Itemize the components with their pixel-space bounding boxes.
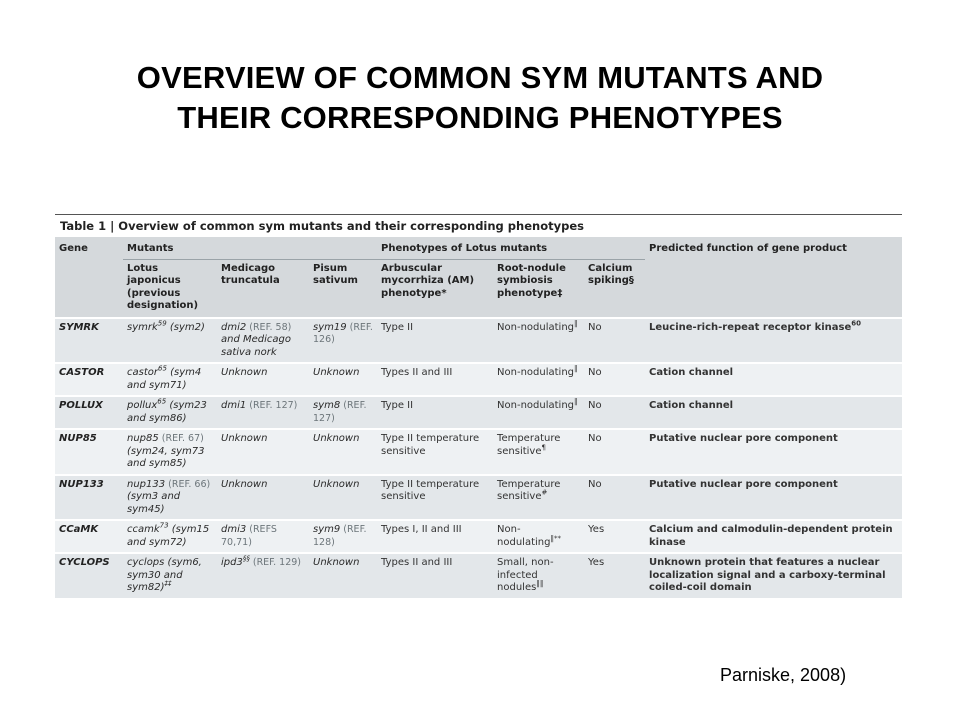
cell-main: castor <box>127 367 158 378</box>
cell-main: Unknown <box>221 478 268 490</box>
lotus-mutant-cell <box>123 429 217 475</box>
header-medicago: Medicago truncatula <box>217 259 309 318</box>
predicted-function-cell <box>645 520 902 553</box>
calcium-spiking-cell: Yes <box>584 553 645 598</box>
cell-main: nup133 <box>127 478 166 490</box>
lotus-mutant-cell <box>123 318 217 364</box>
reference-note: (REF. 126) <box>313 321 373 345</box>
medicago-mutant-cell <box>217 396 309 429</box>
calcium-spiking-cell: No <box>584 318 645 364</box>
table-row <box>55 396 902 429</box>
cell-main: Unknown <box>313 367 360 378</box>
header-gene: Gene <box>55 237 123 318</box>
medicago-mutant-cell <box>217 318 309 364</box>
reference-note: (REF. 127) <box>246 400 298 411</box>
medicago-mutant-cell <box>217 363 309 396</box>
cell-rest: (sym2) <box>166 321 205 333</box>
footnote-mark: 65 <box>157 397 167 406</box>
gene-cell: CYCLOPS <box>55 553 123 598</box>
gene-cell: SYMRK <box>55 318 123 364</box>
header-nodule: Root-nodule symbiosis phenotype‡ <box>493 259 584 318</box>
footnote-mark: 73 <box>159 521 169 530</box>
cell-text: Non-nodulating <box>497 524 551 548</box>
pisum-mutant-cell <box>309 520 377 553</box>
cell-rest: (sym24, sym73 and sym85) <box>127 445 205 469</box>
header-pisum: Pisum sativum <box>309 259 377 318</box>
pisum-mutant-cell <box>309 429 377 475</box>
nodule-phenotype-cell <box>493 318 584 364</box>
cell-main: cyclops <box>127 557 165 568</box>
pisum-mutant-cell <box>309 363 377 396</box>
cell-rest: (sym3 and sym45) <box>127 491 181 515</box>
cell-main: pollux <box>127 400 158 411</box>
table-row <box>55 553 902 598</box>
cell-main: Unknown <box>313 557 360 568</box>
cell-main: Unknown <box>221 433 268 444</box>
pisum-mutant-cell <box>309 318 377 364</box>
medicago-mutant-cell <box>217 520 309 553</box>
table-row <box>55 363 902 396</box>
calcium-spiking-cell: No <box>584 429 645 475</box>
reference-note: (REF. 129) <box>249 557 301 568</box>
header-lotus: Lotus japonicus (previous designation) <box>123 259 217 318</box>
cell-main: Unknown <box>313 478 360 490</box>
header-function: Predicted function of gene product <box>645 237 902 318</box>
predicted-function-cell <box>645 429 902 475</box>
cell-main: Unknown <box>221 367 268 378</box>
calcium-spiking-cell: No <box>584 396 645 429</box>
cell-rest: (sym15 and sym72) <box>127 524 210 548</box>
lotus-mutant-cell <box>123 396 217 429</box>
pisum-mutant-cell <box>309 396 377 429</box>
pisum-mutant-cell <box>309 553 377 598</box>
predicted-function-cell <box>645 475 902 521</box>
cell-main: ccamk <box>127 524 160 535</box>
cell-rest: (sym4 and sym71) <box>127 367 202 391</box>
footnote-mark: ‖ <box>574 397 578 406</box>
calcium-spiking-cell: No <box>584 363 645 396</box>
am-phenotype-cell: Type II <box>377 318 493 364</box>
cell-text: Leucine-rich-repeat receptor kinase <box>649 321 852 333</box>
footnote-mark: ‖‖ <box>536 579 544 588</box>
lotus-mutant-cell <box>123 475 217 521</box>
cell-main: nup85 <box>127 433 159 444</box>
citation-credit: Parniske, 2008) <box>720 665 847 685</box>
footnote-mark: ‡‡ <box>164 579 172 588</box>
header-phenotypes: Phenotypes of Lotus mutants <box>377 237 645 259</box>
calcium-spiking-cell: Yes <box>584 520 645 553</box>
footnote-mark: ¶ <box>541 443 546 452</box>
header-calcium: Calcium spiking§ <box>584 259 645 318</box>
reference-note: (REFS 70,71) <box>221 524 277 548</box>
gene-cell: CASTOR <box>55 363 123 396</box>
cell-main: symrk <box>127 321 158 333</box>
nodule-phenotype-cell <box>493 363 584 396</box>
am-phenotype-cell: Type II temperature sensitive <box>377 475 493 521</box>
table-row <box>55 429 902 475</box>
footnote-mark: §§ <box>242 554 250 563</box>
cell-text: Small, non-infected nodules <box>497 557 554 593</box>
predicted-function-cell <box>645 553 902 598</box>
medicago-mutant-cell <box>217 429 309 475</box>
predicted-function-cell <box>645 318 902 364</box>
pisum-mutant-cell <box>309 475 377 521</box>
table-row <box>55 520 902 553</box>
phenotype-table-figure <box>55 214 902 598</box>
lotus-mutant-cell <box>123 553 217 598</box>
footnote-mark: ‖** <box>550 534 561 543</box>
cell-main: ipd3 <box>221 557 243 568</box>
am-phenotype-cell: Types II and III <box>377 553 493 598</box>
cell-text: Non-nodulating <box>497 367 575 378</box>
header-am: Arbuscular mycorrhiza (AM) phenotype* <box>377 259 493 318</box>
gene-cell: POLLUX <box>55 396 123 429</box>
cell-main: sym8 <box>313 400 341 411</box>
reference-note: (REF. 127) <box>313 400 367 424</box>
cell-text: Putative nuclear pore component <box>649 478 838 490</box>
am-phenotype-cell: Type II <box>377 396 493 429</box>
cell-text: Non-nodulating <box>497 400 575 411</box>
cell-main: dmi3 <box>221 524 247 535</box>
reference-note: (REF. 66) <box>165 478 211 490</box>
gene-cell: NUP85 <box>55 429 123 475</box>
am-phenotype-cell: Types I, II and III <box>377 520 493 553</box>
cell-main: Unknown <box>313 433 360 444</box>
table-caption: Table 1 | Overview of common sym mutants and their corresponding phenotypes <box>55 214 902 237</box>
predicted-function-cell <box>645 396 902 429</box>
slide-title <box>0 58 960 138</box>
phenotype-table <box>55 237 902 598</box>
nodule-phenotype-cell <box>493 475 584 521</box>
am-phenotype-cell: Type II temperature sensitive <box>377 429 493 475</box>
cell-rest: and Medicago sativa nork <box>221 334 291 358</box>
cell-main: sym9 <box>313 524 341 535</box>
calcium-spiking-cell: No <box>584 475 645 521</box>
predicted-function-cell <box>645 363 902 396</box>
cell-rest: (sym6, sym30 and sym82) <box>127 557 202 593</box>
reference-note: (REF. 58) <box>246 321 292 333</box>
cell-text: Putative nuclear pore component <box>649 433 838 444</box>
slide-title-line-2: THEIR CORRESPONDING PHENOTYPES <box>177 100 783 135</box>
cell-text: Calcium and calmodulin-dependent protein kinase <box>649 524 893 548</box>
cell-text: Temperature sensitive <box>497 433 561 457</box>
cell-main: sym19 <box>313 321 347 333</box>
footnote-mark: 65 <box>158 364 167 373</box>
cell-text: Temperature sensitive <box>497 478 561 502</box>
footnote-mark: 60 <box>851 319 862 328</box>
footnote-mark: ‖ <box>574 319 578 328</box>
am-phenotype-cell: Types II and III <box>377 363 493 396</box>
cell-text: Cation channel <box>649 367 734 378</box>
cell-rest: (sym23 and sym86) <box>127 400 207 424</box>
cell-text: Non-nodulating <box>497 321 575 333</box>
nodule-phenotype-cell <box>493 520 584 553</box>
lotus-mutant-cell <box>123 520 217 553</box>
footnote-mark: # <box>541 488 548 497</box>
nodule-phenotype-cell <box>493 553 584 598</box>
table-row <box>55 318 902 364</box>
lotus-mutant-cell <box>123 363 217 396</box>
footnote-mark: ‖ <box>574 364 578 373</box>
footnote-mark: 59 <box>157 319 167 328</box>
cell-text: Cation channel <box>649 400 734 411</box>
reference-note: (REF. 128) <box>313 524 367 548</box>
medicago-mutant-cell <box>217 553 309 598</box>
cell-text: Unknown protein that features a nuclear localization signal and a carboxy-terminal coiled-coil domain <box>649 557 886 593</box>
nodule-phenotype-cell <box>493 396 584 429</box>
table-row <box>55 475 902 521</box>
nodule-phenotype-cell <box>493 429 584 475</box>
header-mutants: Mutants <box>123 237 377 259</box>
reference-note: (REF. 67) <box>158 433 204 444</box>
cell-main: dmi2 <box>221 321 247 333</box>
gene-cell: CCaMK <box>55 520 123 553</box>
gene-cell: NUP133 <box>55 475 123 521</box>
cell-main: dmi1 <box>221 400 247 411</box>
medicago-mutant-cell <box>217 475 309 521</box>
slide-title-line-1: OVERVIEW OF COMMON SYM MUTANTS AND <box>136 60 824 95</box>
table-body <box>55 318 902 598</box>
